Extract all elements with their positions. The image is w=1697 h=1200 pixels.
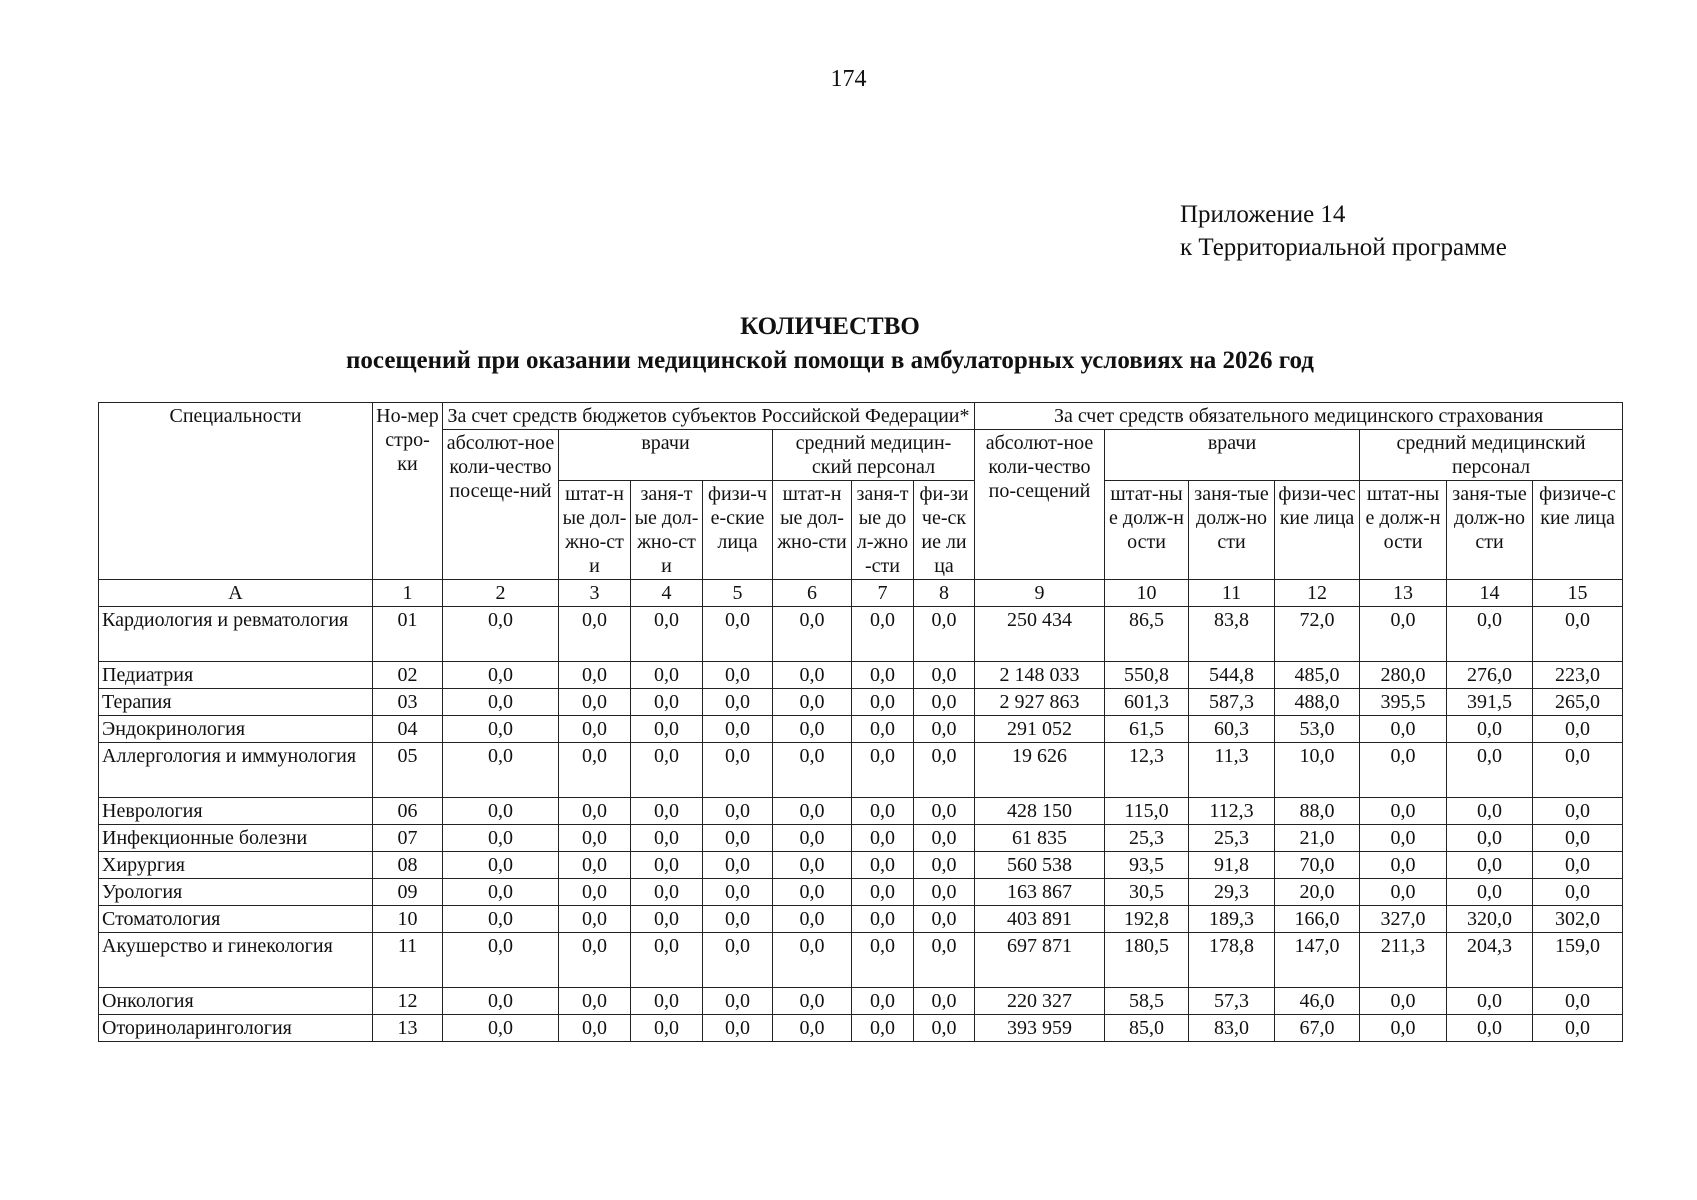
value-cell: 93,5 <box>1105 852 1189 879</box>
specialty-name: Эндокринология <box>99 716 373 743</box>
value-cell: 21,0 <box>1275 825 1360 852</box>
value-cell: 0,0 <box>559 879 631 906</box>
value-cell: 0,0 <box>773 879 852 906</box>
value-cell: 395,5 <box>1360 689 1447 716</box>
value-cell: 280,0 <box>1360 662 1447 689</box>
value-cell: 0,0 <box>443 607 559 662</box>
value-cell: 178,8 <box>1189 933 1275 988</box>
value-cell: 0,0 <box>852 716 914 743</box>
value-cell: 0,0 <box>1447 798 1533 825</box>
value-cell: 0,0 <box>1360 743 1447 798</box>
column-number: 4 <box>631 580 703 607</box>
row-number-cell: 10 <box>373 906 443 933</box>
value-cell: 86,5 <box>1105 607 1189 662</box>
value-cell: 0,0 <box>773 716 852 743</box>
value-cell: 550,8 <box>1105 662 1189 689</box>
value-cell: 180,5 <box>1105 933 1189 988</box>
value-cell: 0,0 <box>559 798 631 825</box>
value-cell: 53,0 <box>1275 716 1360 743</box>
header-row-number: Но-мер стро-ки <box>373 403 443 580</box>
value-cell: 0,0 <box>1447 825 1533 852</box>
value-cell: 393 959 <box>975 1015 1105 1042</box>
value-cell: 0,0 <box>1360 852 1447 879</box>
value-cell: 0,0 <box>1533 825 1623 852</box>
value-cell: 0,0 <box>559 1015 631 1042</box>
value-cell: 83,8 <box>1189 607 1275 662</box>
value-cell: 0,0 <box>443 906 559 933</box>
column-number: 5 <box>703 580 773 607</box>
value-cell: 88,0 <box>1275 798 1360 825</box>
value-cell: 0,0 <box>1447 743 1533 798</box>
value-cell: 25,3 <box>1189 825 1275 852</box>
row-number-cell: 12 <box>373 988 443 1015</box>
column-number: 10 <box>1105 580 1189 607</box>
value-cell: 0,0 <box>852 1015 914 1042</box>
header-doctors-oms: врачи <box>1105 430 1360 481</box>
value-cell: 223,0 <box>1533 662 1623 689</box>
table-row <box>99 988 1623 1015</box>
value-cell: 115,0 <box>1105 798 1189 825</box>
document-title <box>0 310 1660 378</box>
header-b-mid-staff: штат-ные дол-жно-сти <box>773 481 852 580</box>
specialty-name: Урология <box>99 879 373 906</box>
row-number-cell: 11 <box>373 933 443 988</box>
specialty-name: Кардиология и ревматология <box>99 607 373 662</box>
value-cell: 0,0 <box>914 933 975 988</box>
value-cell: 544,8 <box>1189 662 1275 689</box>
specialty-name: Педиатрия <box>99 662 373 689</box>
header-b-doc-staff: штат-ные дол-жно-сти <box>559 481 631 580</box>
value-cell: 265,0 <box>1533 689 1623 716</box>
column-number: 12 <box>1275 580 1360 607</box>
value-cell: 0,0 <box>559 716 631 743</box>
value-cell: 0,0 <box>631 716 703 743</box>
value-cell: 0,0 <box>631 852 703 879</box>
value-cell: 697 871 <box>975 933 1105 988</box>
value-cell: 0,0 <box>631 743 703 798</box>
header-o-doc-occupied: заня-тые долж-ности <box>1189 481 1275 580</box>
header-b-doc-occupied: заня-тые дол-жно-сти <box>631 481 703 580</box>
value-cell: 0,0 <box>914 662 975 689</box>
column-number: 6 <box>773 580 852 607</box>
value-cell: 0,0 <box>773 1015 852 1042</box>
column-number: 8 <box>914 580 975 607</box>
value-cell: 0,0 <box>631 933 703 988</box>
value-cell: 0,0 <box>773 933 852 988</box>
value-cell: 0,0 <box>1360 607 1447 662</box>
column-number: 2 <box>443 580 559 607</box>
value-cell: 0,0 <box>773 988 852 1015</box>
header-row-1 <box>99 403 1623 430</box>
column-number: 13 <box>1360 580 1447 607</box>
page-number: 174 <box>830 66 867 92</box>
value-cell: 0,0 <box>852 607 914 662</box>
value-cell: 0,0 <box>1533 716 1623 743</box>
value-cell: 485,0 <box>1275 662 1360 689</box>
appendix-note <box>1180 198 1507 264</box>
value-cell: 488,0 <box>1275 689 1360 716</box>
header-o-doc-physical: физи-ческие лица <box>1275 481 1360 580</box>
value-cell: 0,0 <box>1360 1015 1447 1042</box>
value-cell: 0,0 <box>914 689 975 716</box>
value-cell: 30,5 <box>1105 879 1189 906</box>
value-cell: 0,0 <box>559 825 631 852</box>
value-cell: 0,0 <box>559 689 631 716</box>
table-row <box>99 879 1623 906</box>
value-cell: 166,0 <box>1275 906 1360 933</box>
value-cell: 159,0 <box>1533 933 1623 988</box>
column-number-row <box>99 580 1623 607</box>
value-cell: 0,0 <box>773 825 852 852</box>
value-cell: 0,0 <box>443 988 559 1015</box>
value-cell: 0,0 <box>852 825 914 852</box>
value-cell: 0,0 <box>631 689 703 716</box>
header-b-doc-physical: физи-че-ские лица <box>703 481 773 580</box>
value-cell: 0,0 <box>1447 716 1533 743</box>
value-cell: 0,0 <box>1447 1015 1533 1042</box>
header-specialties: Специальности <box>99 403 373 580</box>
value-cell: 0,0 <box>703 607 773 662</box>
value-cell: 0,0 <box>1533 607 1623 662</box>
value-cell: 0,0 <box>443 852 559 879</box>
table-body <box>99 607 1623 1042</box>
value-cell: 0,0 <box>703 1015 773 1042</box>
value-cell: 0,0 <box>559 662 631 689</box>
value-cell: 0,0 <box>443 1015 559 1042</box>
value-cell: 0,0 <box>852 798 914 825</box>
value-cell: 19 626 <box>975 743 1105 798</box>
value-cell: 0,0 <box>443 716 559 743</box>
row-number-cell: 02 <box>373 662 443 689</box>
value-cell: 12,3 <box>1105 743 1189 798</box>
value-cell: 0,0 <box>1447 852 1533 879</box>
value-cell: 0,0 <box>1447 607 1533 662</box>
value-cell: 0,0 <box>631 607 703 662</box>
row-number-cell: 08 <box>373 852 443 879</box>
value-cell: 0,0 <box>1533 798 1623 825</box>
column-number: 15 <box>1533 580 1623 607</box>
value-cell: 0,0 <box>852 906 914 933</box>
value-cell: 0,0 <box>852 879 914 906</box>
value-cell: 0,0 <box>443 662 559 689</box>
header-o-mid-occupied: заня-тые долж-ности <box>1447 481 1533 580</box>
column-number: А <box>99 580 373 607</box>
value-cell: 0,0 <box>559 988 631 1015</box>
row-number-cell: 01 <box>373 607 443 662</box>
specialty-name: Терапия <box>99 689 373 716</box>
header-o-doc-staff: штат-ные долж-ности <box>1105 481 1189 580</box>
value-cell: 302,0 <box>1533 906 1623 933</box>
table-row <box>99 607 1623 662</box>
value-cell: 0,0 <box>914 852 975 879</box>
table-row <box>99 743 1623 798</box>
value-cell: 58,5 <box>1105 988 1189 1015</box>
value-cell: 0,0 <box>631 879 703 906</box>
value-cell: 0,0 <box>443 933 559 988</box>
value-cell: 0,0 <box>1533 743 1623 798</box>
value-cell: 0,0 <box>914 798 975 825</box>
value-cell: 0,0 <box>703 689 773 716</box>
column-number: 1 <box>373 580 443 607</box>
table-row <box>99 689 1623 716</box>
value-cell: 0,0 <box>914 906 975 933</box>
header-doctors-budget: врачи <box>559 430 773 481</box>
value-cell: 320,0 <box>1447 906 1533 933</box>
value-cell: 29,3 <box>1189 879 1275 906</box>
value-cell: 0,0 <box>914 716 975 743</box>
specialty-name: Хирургия <box>99 852 373 879</box>
value-cell: 0,0 <box>1360 879 1447 906</box>
value-cell: 0,0 <box>703 852 773 879</box>
specialty-name: Оториноларингология <box>99 1015 373 1042</box>
row-number-cell: 06 <box>373 798 443 825</box>
header-o-mid-physical: физиче-ские лица <box>1533 481 1623 580</box>
value-cell: 10,0 <box>1275 743 1360 798</box>
value-cell: 0,0 <box>1533 988 1623 1015</box>
value-cell: 2 148 033 <box>975 662 1105 689</box>
value-cell: 0,0 <box>773 662 852 689</box>
value-cell: 60,3 <box>1189 716 1275 743</box>
value-cell: 0,0 <box>773 743 852 798</box>
specialty-name: Акушерство и гинекология <box>99 933 373 988</box>
header-mid-staff-budget: средний медицин-ский персонал <box>773 430 975 481</box>
row-number-cell: 13 <box>373 1015 443 1042</box>
value-cell: 0,0 <box>1533 852 1623 879</box>
value-cell: 0,0 <box>1447 988 1533 1015</box>
value-cell: 0,0 <box>773 689 852 716</box>
value-cell: 0,0 <box>1360 716 1447 743</box>
value-cell: 0,0 <box>852 988 914 1015</box>
specialty-name: Аллергология и иммунология <box>99 743 373 798</box>
header-abs-count-oms: абсолют-ное коли-чество по-сещений <box>975 430 1105 580</box>
value-cell: 0,0 <box>631 798 703 825</box>
column-number: 7 <box>852 580 914 607</box>
value-cell: 83,0 <box>1189 1015 1275 1042</box>
value-cell: 327,0 <box>1360 906 1447 933</box>
appendix-line-2: к Территориальной программе <box>1180 234 1507 261</box>
value-cell: 0,0 <box>773 906 852 933</box>
column-number: 3 <box>559 580 631 607</box>
value-cell: 192,8 <box>1105 906 1189 933</box>
value-cell: 0,0 <box>914 1015 975 1042</box>
value-cell: 0,0 <box>703 933 773 988</box>
value-cell: 0,0 <box>559 906 631 933</box>
value-cell: 0,0 <box>631 825 703 852</box>
value-cell: 0,0 <box>852 852 914 879</box>
value-cell: 391,5 <box>1447 689 1533 716</box>
value-cell: 0,0 <box>631 1015 703 1042</box>
value-cell: 0,0 <box>631 988 703 1015</box>
value-cell: 0,0 <box>1360 988 1447 1015</box>
appendix-line-1: Приложение 14 <box>1180 201 1346 228</box>
value-cell: 0,0 <box>631 662 703 689</box>
value-cell: 0,0 <box>443 825 559 852</box>
value-cell: 25,3 <box>1105 825 1189 852</box>
value-cell: 72,0 <box>1275 607 1360 662</box>
value-cell: 112,3 <box>1189 798 1275 825</box>
value-cell: 0,0 <box>703 798 773 825</box>
value-cell: 0,0 <box>703 879 773 906</box>
value-cell: 291 052 <box>975 716 1105 743</box>
specialty-name: Стоматология <box>99 906 373 933</box>
header-abs-count-budget: абсолют-ное коли-чество посеще-ний <box>443 430 559 580</box>
value-cell: 0,0 <box>852 933 914 988</box>
value-cell: 276,0 <box>1447 662 1533 689</box>
value-cell: 0,0 <box>559 933 631 988</box>
value-cell: 0,0 <box>914 825 975 852</box>
value-cell: 67,0 <box>1275 1015 1360 1042</box>
value-cell: 163 867 <box>975 879 1105 906</box>
value-cell: 0,0 <box>914 607 975 662</box>
row-number-cell: 05 <box>373 743 443 798</box>
header-oms: За счет средств обязательного медицинского страхования <box>975 403 1623 430</box>
row-number-cell: 09 <box>373 879 443 906</box>
value-cell: 0,0 <box>703 743 773 798</box>
value-cell: 2 927 863 <box>975 689 1105 716</box>
value-cell: 0,0 <box>1533 879 1623 906</box>
value-cell: 0,0 <box>914 879 975 906</box>
value-cell: 204,3 <box>1447 933 1533 988</box>
table-row <box>99 906 1623 933</box>
value-cell: 61 835 <box>975 825 1105 852</box>
value-cell: 0,0 <box>559 607 631 662</box>
header-b-mid-occupied: заня-тые дол-жно-сти <box>852 481 914 580</box>
value-cell: 0,0 <box>703 716 773 743</box>
row-number-cell: 07 <box>373 825 443 852</box>
value-cell: 0,0 <box>914 988 975 1015</box>
title-line-1: КОЛИЧЕСТВО <box>740 313 920 340</box>
visits-table <box>98 402 1623 1042</box>
value-cell: 61,5 <box>1105 716 1189 743</box>
value-cell: 91,8 <box>1189 852 1275 879</box>
value-cell: 0,0 <box>773 607 852 662</box>
header-b-mid-physical: фи-зиче-ские лица <box>914 481 975 580</box>
value-cell: 0,0 <box>914 743 975 798</box>
value-cell: 189,3 <box>1189 906 1275 933</box>
value-cell: 0,0 <box>703 906 773 933</box>
value-cell: 0,0 <box>1533 1015 1623 1042</box>
specialty-name: Инфекционные болезни <box>99 825 373 852</box>
value-cell: 403 891 <box>975 906 1105 933</box>
column-number: 9 <box>975 580 1105 607</box>
value-cell: 0,0 <box>443 743 559 798</box>
header-o-mid-staff: штат-ные долж-ности <box>1360 481 1447 580</box>
value-cell: 0,0 <box>852 743 914 798</box>
value-cell: 147,0 <box>1275 933 1360 988</box>
value-cell: 0,0 <box>559 743 631 798</box>
table-row <box>99 1015 1623 1042</box>
value-cell: 0,0 <box>1447 879 1533 906</box>
value-cell: 0,0 <box>773 798 852 825</box>
column-number: 14 <box>1447 580 1533 607</box>
title-line-2: посещений при оказании медицинской помощи в амбулаторных условиях на 2026 год <box>346 347 1314 374</box>
row-number-cell: 03 <box>373 689 443 716</box>
value-cell: 0,0 <box>443 689 559 716</box>
table-row <box>99 825 1623 852</box>
value-cell: 0,0 <box>443 879 559 906</box>
value-cell: 428 150 <box>975 798 1105 825</box>
value-cell: 560 538 <box>975 852 1105 879</box>
header-budget: За счет средств бюджетов субъектов Российской Федерации* <box>443 403 975 430</box>
value-cell: 220 327 <box>975 988 1105 1015</box>
table-row <box>99 798 1623 825</box>
table-row <box>99 933 1623 988</box>
value-cell: 0,0 <box>852 662 914 689</box>
value-cell: 57,3 <box>1189 988 1275 1015</box>
specialty-name: Неврология <box>99 798 373 825</box>
table-row <box>99 852 1623 879</box>
value-cell: 0,0 <box>1360 798 1447 825</box>
column-number: 11 <box>1189 580 1275 607</box>
value-cell: 46,0 <box>1275 988 1360 1015</box>
value-cell: 0,0 <box>852 689 914 716</box>
value-cell: 250 434 <box>975 607 1105 662</box>
value-cell: 587,3 <box>1189 689 1275 716</box>
value-cell: 0,0 <box>631 906 703 933</box>
value-cell: 0,0 <box>703 662 773 689</box>
value-cell: 0,0 <box>559 852 631 879</box>
table-row <box>99 662 1623 689</box>
table-row <box>99 716 1623 743</box>
value-cell: 70,0 <box>1275 852 1360 879</box>
value-cell: 601,3 <box>1105 689 1189 716</box>
specialty-name: Онкология <box>99 988 373 1015</box>
value-cell: 0,0 <box>773 852 852 879</box>
value-cell: 11,3 <box>1189 743 1275 798</box>
value-cell: 85,0 <box>1105 1015 1189 1042</box>
value-cell: 0,0 <box>1360 825 1447 852</box>
value-cell: 0,0 <box>703 988 773 1015</box>
value-cell: 20,0 <box>1275 879 1360 906</box>
value-cell: 0,0 <box>703 825 773 852</box>
row-number-cell: 04 <box>373 716 443 743</box>
header-mid-staff-oms: средний медицинский персонал <box>1360 430 1623 481</box>
value-cell: 211,3 <box>1360 933 1447 988</box>
value-cell: 0,0 <box>443 798 559 825</box>
